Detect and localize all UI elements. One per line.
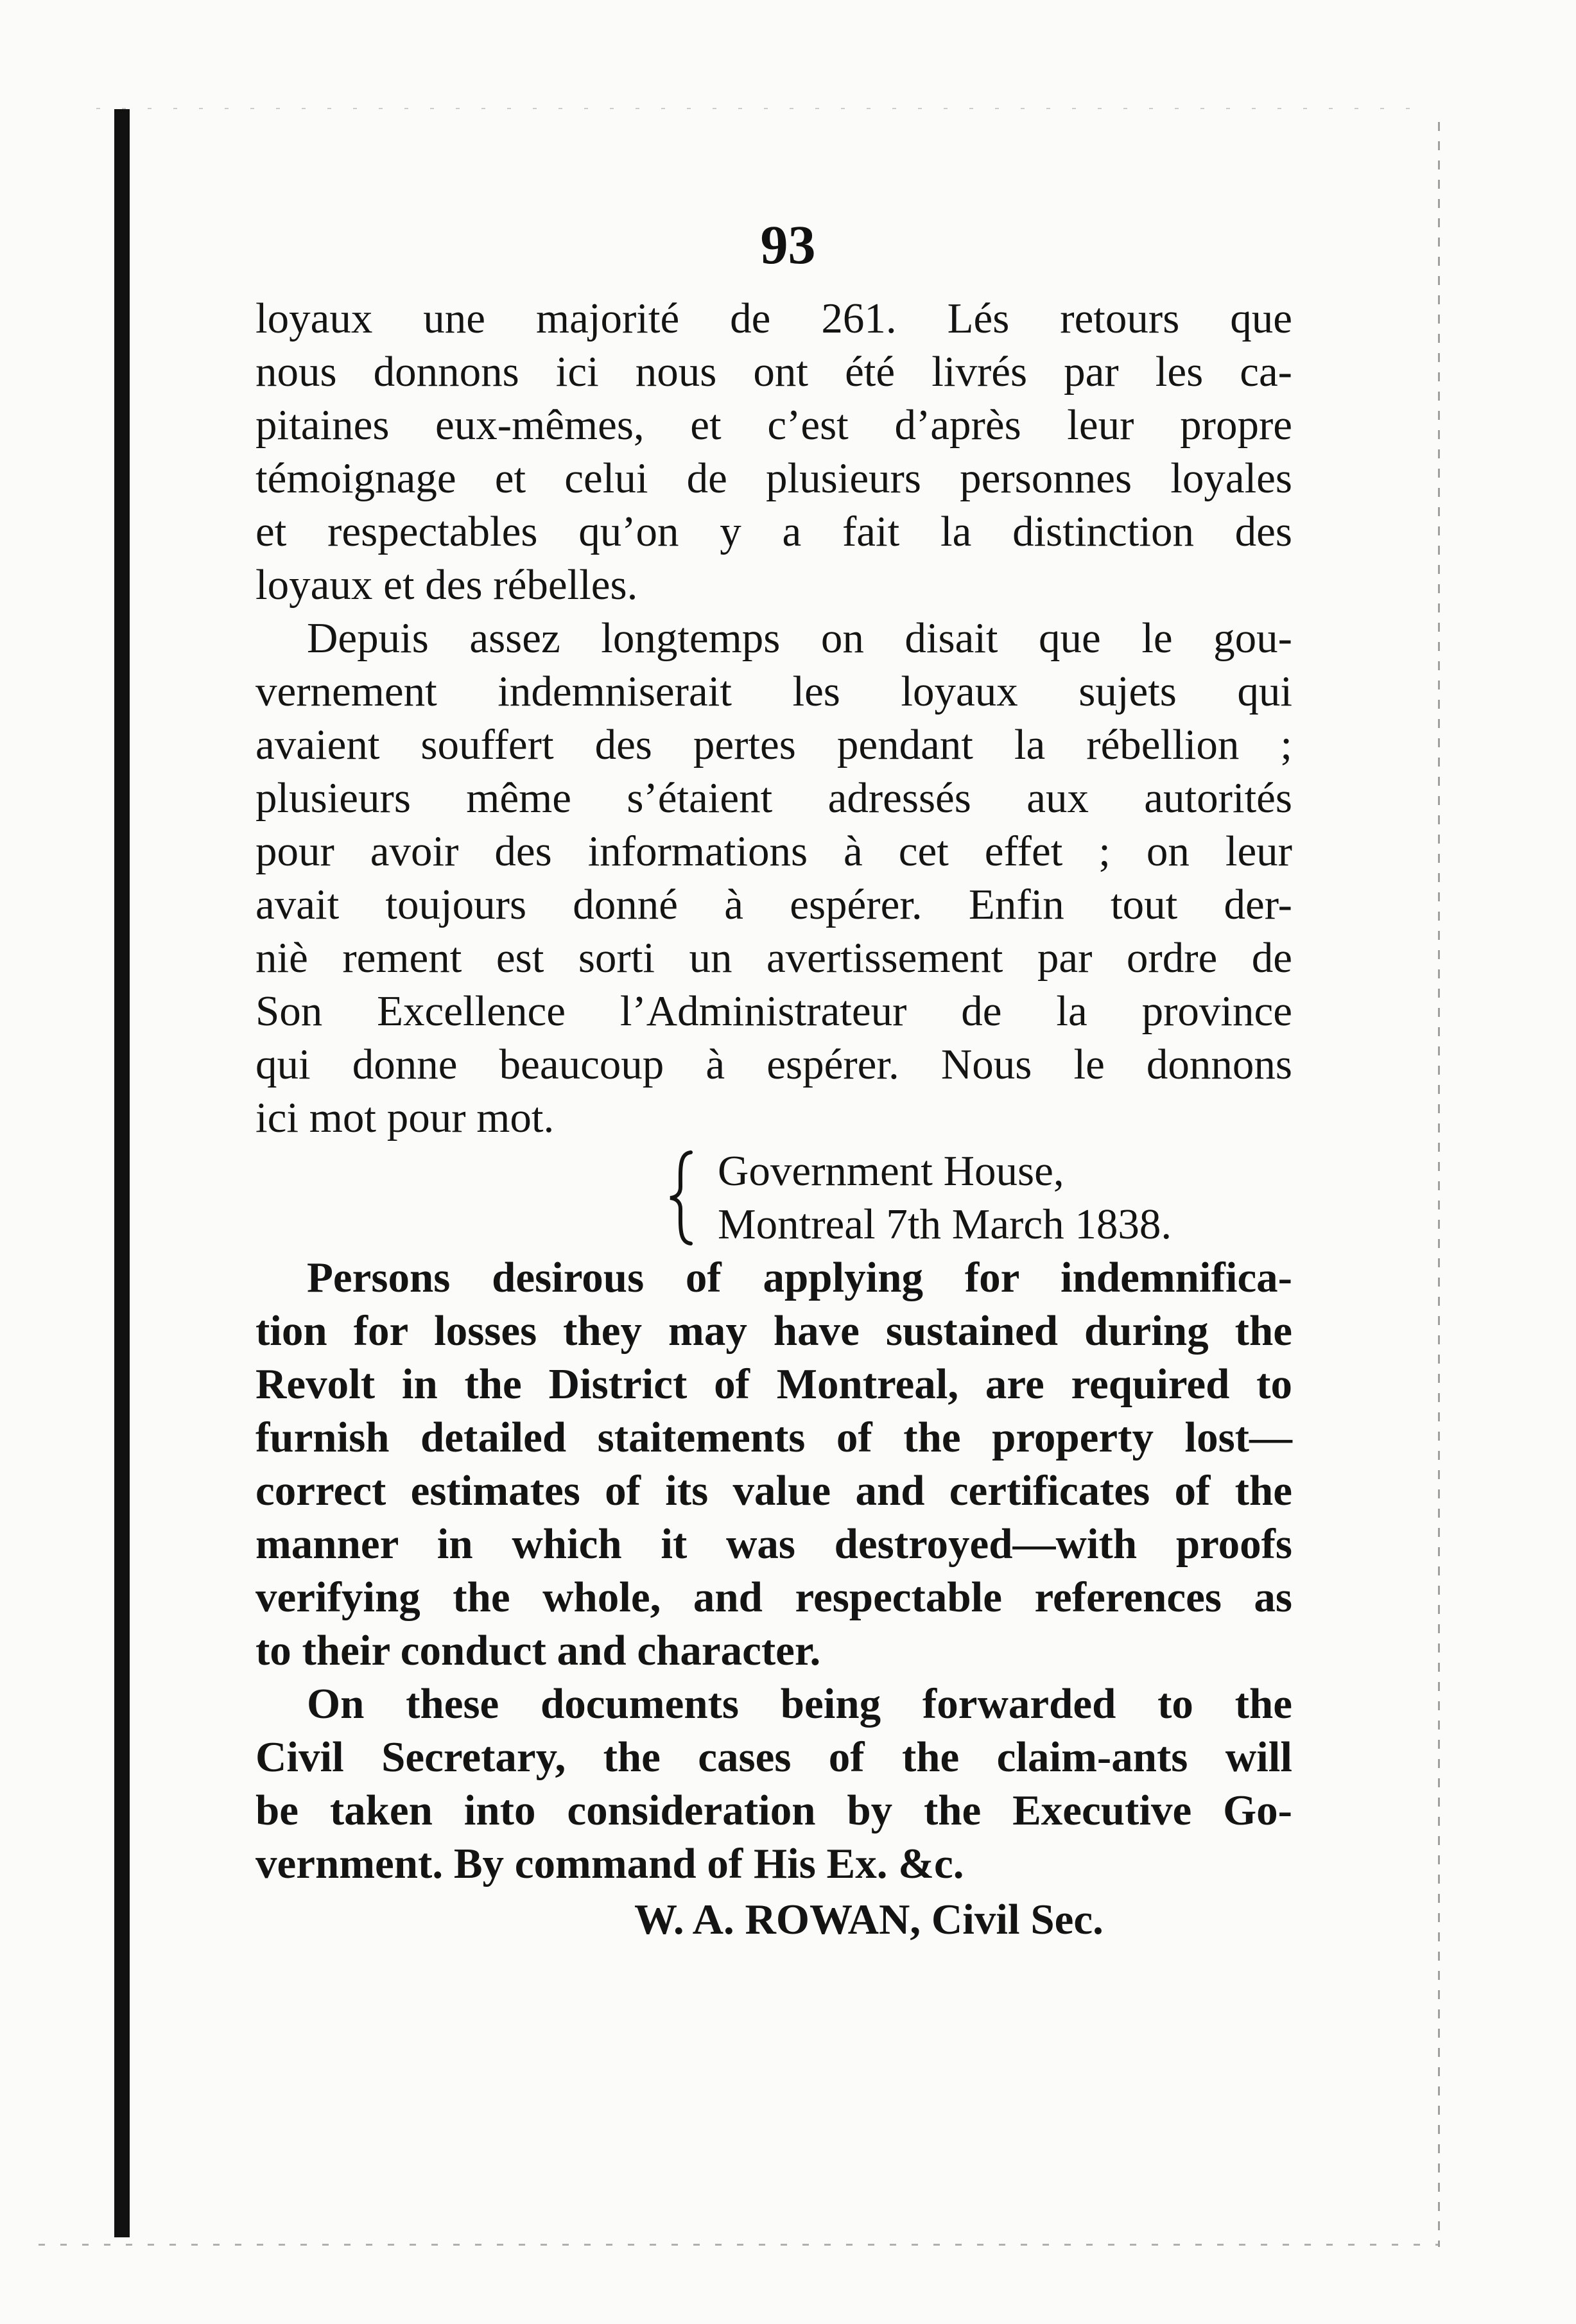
text-line: furnish detailed staitements of the property lost— [255,1414,1292,1461]
text-line: plusieurs même s’étaient adressés aux autorités [255,774,1292,822]
notice-paragraphs [255,1251,1292,1891]
text-line: Depuis assez longtemps on disait que le gou- [307,614,1292,662]
text-line: correct estimates of its value and certificates of the [255,1467,1292,1514]
text-line: Revolt in the District of Montreal, are required to [255,1360,1292,1408]
notice-paragraph [255,1678,1292,1891]
text-line: manner in which it was destroyed—with proofs [255,1520,1292,1568]
french-paragraph [255,612,1292,1145]
text-line: loyaux et des rébelles. [255,561,638,609]
text-line: tion for losses they may have sustained during the [255,1307,1292,1355]
french-paragraphs [255,292,1292,1145]
dateline-place: Government House, [718,1147,1064,1195]
dateline [255,1145,1292,1251]
curly-brace-icon [666,1150,696,1246]
page-top-edge [96,108,1432,109]
french-paragraph [255,292,1292,612]
text-line: avaient souffert des pertes pendant la rébellion ; [255,721,1292,768]
text-line: vernment. By command of His Ex. &c. [255,1840,964,1887]
text-line: et respectables qu’on y a fait la distinction des [255,508,1292,555]
page-text-block [255,292,1292,1948]
dateline-city-date: Montreal 7th March 1838. [718,1201,1172,1248]
text-line: Persons desirous of applying for indemnifica- [307,1254,1292,1301]
text-line: Son Excellence l’Administrateur de la province [255,987,1292,1035]
text-line: On these documents being forwarded to the [307,1680,1292,1728]
page-bottom-edge [39,2244,1438,2246]
text-line: be taken into consideration by the Executive Go- [255,1787,1292,1834]
text-line: to their conduct and character. [255,1627,821,1674]
text-line: pour avoir des informations à cet effet ; on leur [255,828,1292,875]
text-line: Civil Secretary, the cases of the claim-ants will [255,1733,1292,1781]
text-line: niè rement est sorti un avertissement par ordre de [255,934,1292,982]
text-line: nous donnons ici nous ont été livrés par les ca- [255,348,1292,395]
text-line: ici mot pour mot. [255,1094,555,1141]
text-line: témoignage et celui de plusieurs personnes loyales [255,455,1292,502]
page-number: 93 [760,214,816,275]
text-line: verifying the whole, and respectable references as [255,1574,1292,1621]
page-right-edge [1438,122,1440,2247]
signature-line: W. A. ROWAN, Civil Sec. [634,1896,1104,1943]
text-line: pitaines eux-mêmes, et c’est d’après leur propre [255,401,1292,449]
text-line: qui donne beaucoup à espérer. Nous le donnons [255,1041,1292,1088]
notice-paragraph [255,1251,1292,1678]
text-line: avait toujours donné à espérer. Enfin tout der- [255,881,1292,928]
text-line: vernement indemniserait les loyaux sujets qui [255,668,1292,715]
text-line: loyaux une majorité de 261. Lés retours que [255,295,1292,342]
binding-shadow-rule [114,109,130,2237]
